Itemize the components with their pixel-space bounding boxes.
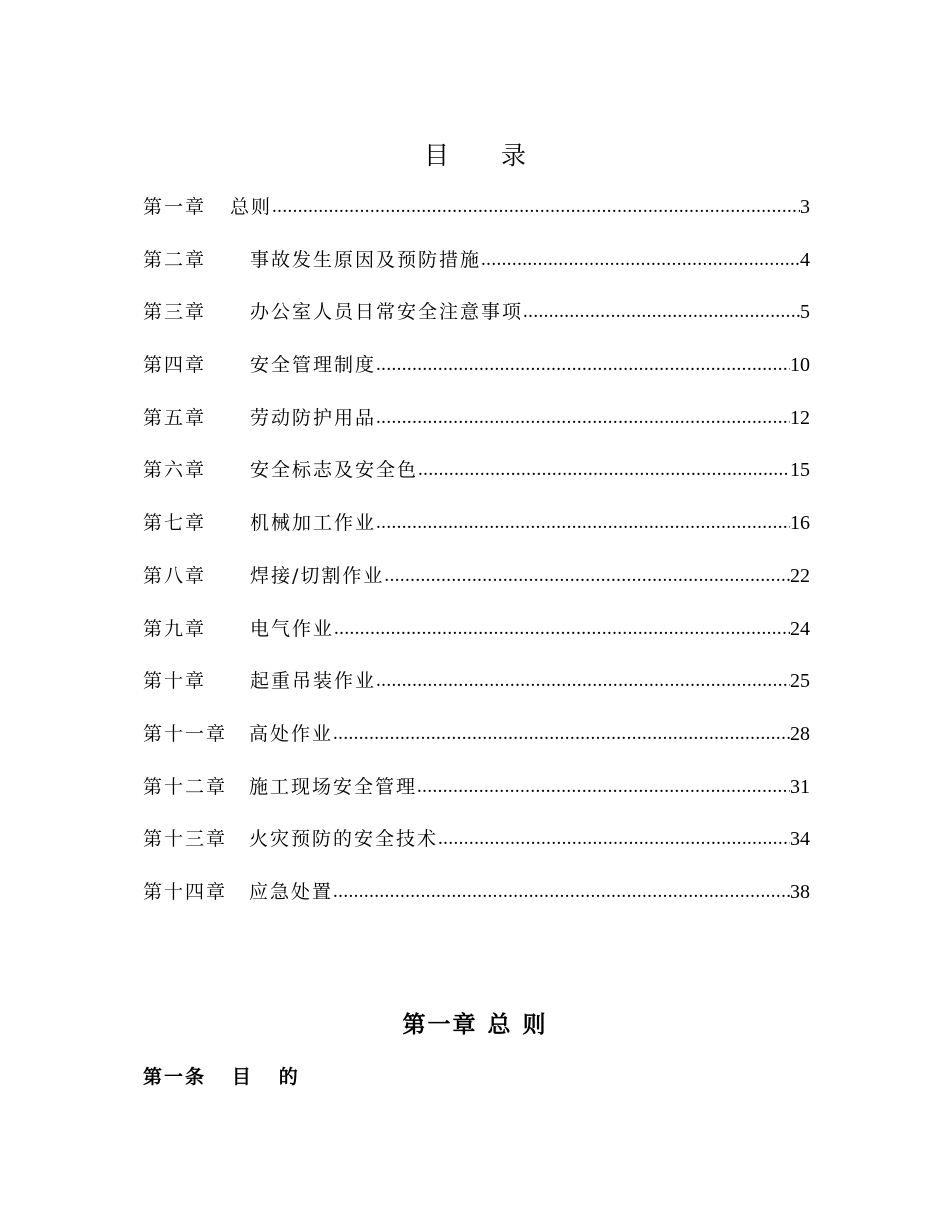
toc-chapter-number: 第二章 bbox=[143, 248, 207, 271]
toc-chapter-number: 第九章 bbox=[143, 617, 207, 640]
toc-entry[interactable] bbox=[143, 348, 810, 401]
toc-entry[interactable] bbox=[143, 875, 810, 928]
toc-entry[interactable] bbox=[143, 453, 810, 506]
toc-page-number: 28 bbox=[790, 722, 810, 745]
toc-leader bbox=[376, 506, 790, 540]
toc-page-number: 4 bbox=[800, 248, 810, 271]
toc-chapter-title: 安全管理制度 bbox=[250, 354, 377, 377]
toc-chapter-number: 第一章 bbox=[143, 196, 207, 218]
toc-leader bbox=[438, 822, 790, 856]
toc-leader bbox=[523, 295, 800, 329]
toc-entry[interactable] bbox=[143, 559, 810, 612]
toc-chapter-number: 第四章 bbox=[143, 354, 207, 377]
toc-chapter-title: 总则 bbox=[230, 196, 273, 218]
toc-page-number: 12 bbox=[790, 406, 810, 429]
toc-leader bbox=[333, 875, 790, 909]
toc-leader bbox=[272, 190, 800, 224]
toc-chapter-title: 电气作业 bbox=[250, 617, 335, 640]
toc-entry[interactable] bbox=[143, 295, 810, 348]
toc-page-number: 25 bbox=[790, 670, 810, 693]
toc-page-number: 5 bbox=[800, 301, 810, 324]
toc-chapter-title: 机械加工作业 bbox=[250, 512, 377, 535]
toc-page-number: 10 bbox=[790, 354, 810, 377]
toc-chapter-title: 安全标志及安全色 bbox=[250, 459, 419, 482]
toc-entry[interactable] bbox=[143, 770, 810, 823]
toc-chapter-title: 应急处置 bbox=[249, 880, 334, 903]
toc-chapter-number: 第十二章 bbox=[143, 775, 228, 798]
toc-page-number: 3 bbox=[800, 196, 810, 218]
toc-entry[interactable] bbox=[143, 506, 810, 559]
toc-leader bbox=[334, 612, 790, 646]
toc-page-number: 22 bbox=[790, 564, 810, 587]
toc-chapter-number: 第八章 bbox=[143, 564, 207, 587]
toc-leader bbox=[418, 453, 790, 487]
table-of-contents bbox=[143, 190, 810, 928]
toc-entry[interactable] bbox=[143, 717, 810, 770]
toc-leader bbox=[333, 717, 790, 751]
toc-page-number: 34 bbox=[790, 828, 810, 851]
toc-page-number: 16 bbox=[790, 512, 810, 535]
toc-chapter-number: 第十一章 bbox=[143, 722, 228, 745]
toc-chapter-title: 火灾预防的安全技术 bbox=[249, 828, 439, 851]
toc-entry[interactable] bbox=[143, 243, 810, 296]
toc-chapter-title: 施工现场安全管理 bbox=[249, 775, 418, 798]
toc-leader bbox=[417, 770, 790, 804]
toc-entry[interactable] bbox=[143, 401, 810, 454]
toc-chapter-number: 第七章 bbox=[143, 512, 207, 535]
toc-leader bbox=[376, 348, 790, 382]
toc-chapter-title: 事故发生原因及预防措施 bbox=[250, 248, 482, 271]
toc-chapter-title: 起重吊装作业 bbox=[250, 670, 377, 693]
toc-chapter-number: 第十章 bbox=[143, 670, 207, 693]
toc-chapter-number: 第十三章 bbox=[143, 828, 228, 851]
toc-entry[interactable] bbox=[143, 822, 810, 875]
toc-leader bbox=[376, 401, 790, 435]
toc-leader bbox=[384, 559, 790, 593]
toc-leader bbox=[376, 664, 790, 698]
toc-chapter-title: 办公室人员日常安全注意事项 bbox=[250, 301, 524, 324]
toc-chapter-title: 焊接/切割作业 bbox=[250, 564, 385, 587]
toc-page-number: 15 bbox=[790, 459, 810, 482]
toc-chapter-number: 第六章 bbox=[143, 459, 207, 482]
toc-leader bbox=[481, 243, 800, 277]
toc-entry[interactable] bbox=[143, 190, 810, 243]
toc-chapter-number: 第三章 bbox=[143, 301, 207, 324]
toc-entry[interactable] bbox=[143, 664, 810, 717]
chapter-heading: 第一章 总 则 bbox=[402, 1011, 548, 1038]
article-heading: 第一条 目 的 bbox=[143, 1066, 300, 1088]
toc-page-number: 31 bbox=[790, 775, 810, 798]
toc-page-number: 38 bbox=[790, 880, 810, 903]
toc-chapter-title: 高处作业 bbox=[249, 722, 334, 745]
toc-chapter-number: 第十四章 bbox=[143, 880, 228, 903]
toc-chapter-number: 第五章 bbox=[143, 406, 207, 429]
toc-title: 目 录 bbox=[424, 141, 548, 170]
toc-page-number: 24 bbox=[790, 617, 810, 640]
toc-chapter-title: 劳动防护用品 bbox=[250, 406, 377, 429]
toc-entry[interactable] bbox=[143, 612, 810, 665]
